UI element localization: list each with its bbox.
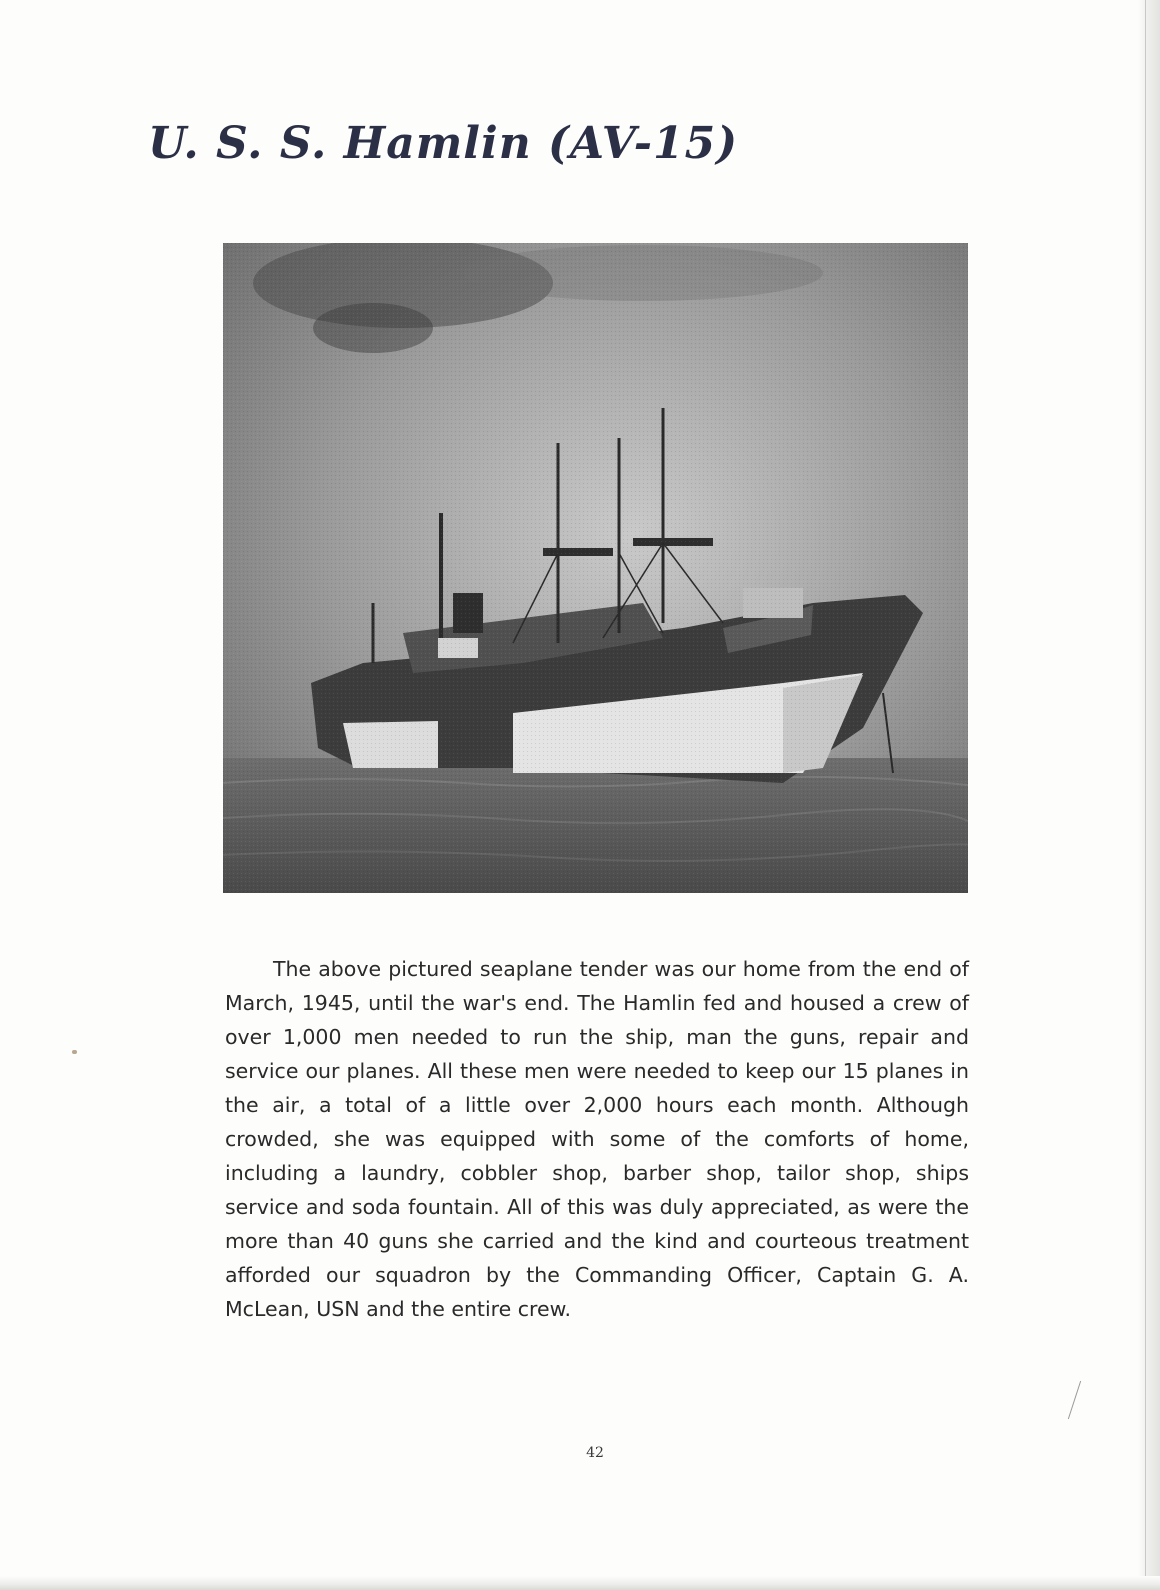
page-title: U. S. S. Hamlin (AV-15): [148, 118, 739, 169]
paper-speck: [72, 1050, 77, 1054]
page-bottom-edge: [0, 1576, 1160, 1590]
body-paragraph: The above pictured seaplane tender was our home from the end of March, 1945, until the war's end. The Hamlin fed and housed a crew of over 1,000 men needed to run the ship, man the guns, repair and service our planes. All these men were needed to keep our 15 planes in the air, a total of a little over 2,000 hours each month. Although crowded, she was equipped with some of the comforts of home, including a laundry, cobbler shop, barber shop, tailor shop, ships service and soda fountain. All of this was duly appreciated, as were the more than 40 guns she carried and the kind and courteous treatment afforded our squadron by the Commanding Officer, Captain G. A. McLean, USN and the entire crew.: [225, 957, 969, 1321]
page-edge-shadow: [1138, 0, 1160, 1590]
page-number: 42: [586, 1445, 604, 1461]
ship-photograph: [223, 243, 968, 893]
film-grain: [223, 243, 968, 893]
paper-scratch: [1068, 1381, 1081, 1419]
page-edge-line: [1145, 0, 1146, 1590]
ship-photograph-drawing: [223, 243, 968, 893]
